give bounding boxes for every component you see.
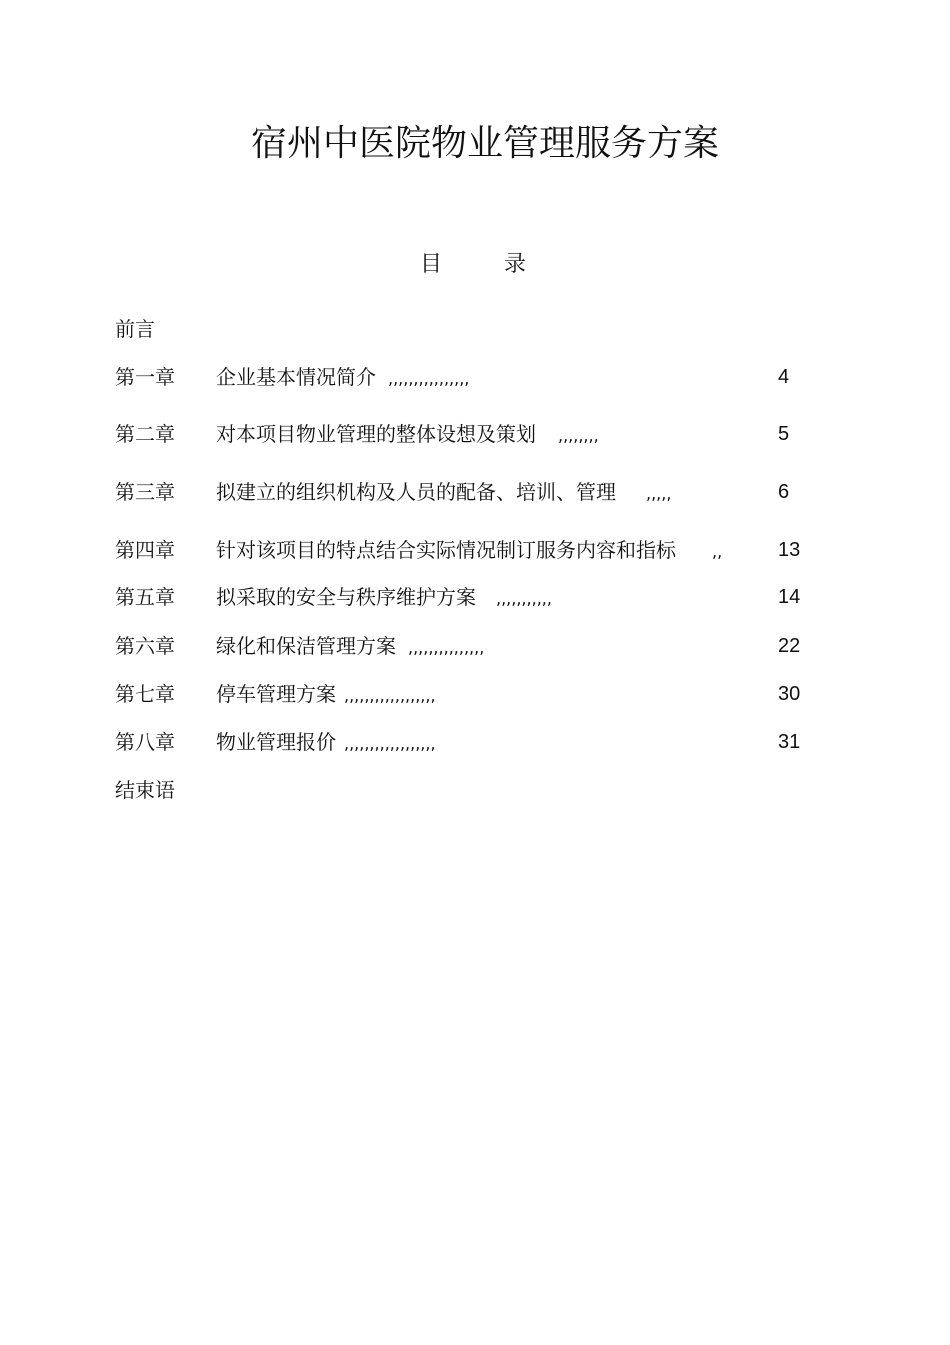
toc-heading-left: 目 — [419, 252, 442, 277]
toc-chapter-title: 物业管理报价 — [216, 730, 336, 754]
toc-leader-dots: ,,,,,,,,,,,,,,, — [408, 638, 485, 657]
toc-page-number: 4 — [778, 366, 790, 388]
toc-chapter-title: 企业基本情况简介 — [216, 365, 376, 389]
toc-leader-dots: ,,,,,,,,,,, — [496, 589, 552, 608]
toc-heading-right: 录 — [504, 252, 527, 277]
toc-chapter-title: 停车管理方案 — [216, 682, 336, 706]
toc-chapter-number: 第六章 — [115, 634, 175, 658]
toc-leader-dots: ,,,,,,,, — [558, 426, 599, 445]
toc-chapter-number: 第三章 — [115, 480, 175, 504]
toc-chapter-title: 针对该项目的特点结合实际情况制订服务内容和指标 — [216, 538, 676, 562]
toc-leader-dots: ,, — [712, 542, 723, 561]
toc-chapter-number: 第八章 — [115, 730, 175, 754]
toc-page-number: 30 — [778, 683, 801, 705]
toc-chapter-title: 拟采取的安全与秩序维护方案 — [216, 585, 476, 609]
toc-chapter-number: 第四章 — [115, 538, 175, 562]
toc-leader-dots: ,,,,,,,,,,,,,,,,,, — [344, 734, 436, 753]
toc-page-number: 22 — [778, 635, 801, 657]
toc-chapter-title: 绿化和保洁管理方案 — [216, 634, 396, 658]
toc-chapter-number: 第五章 — [115, 585, 175, 609]
toc-heading — [0, 250, 946, 280]
toc-ending-label: 结束语 — [115, 778, 175, 802]
toc-chapter-number: 第二章 — [115, 422, 175, 446]
toc-chapter-number: 第七章 — [115, 682, 175, 706]
toc-page-number: 14 — [778, 586, 801, 608]
toc-page-number: 5 — [778, 423, 790, 445]
toc-leader-dots: ,,,,,,,,,,,,,,,,,, — [344, 686, 436, 705]
toc-page-number: 13 — [778, 539, 801, 561]
toc-preface-label: 前言 — [115, 317, 155, 341]
toc-chapter-title: 对本项目物业管理的整体设想及策划 — [216, 422, 536, 446]
toc-page-number: 6 — [778, 481, 790, 503]
toc-leader-dots: ,,,,,,,,,,,,,,,, — [388, 369, 470, 388]
toc-leader-dots: ,,,,, — [646, 484, 672, 503]
toc-page-number: 31 — [778, 731, 801, 753]
toc-chapter-number: 第一章 — [115, 365, 175, 389]
document-title: 宿州中医院物业管理服务方案 — [250, 123, 719, 164]
toc-chapter-title: 拟建立的组织机构及人员的配备、培训、管理 — [216, 480, 616, 504]
